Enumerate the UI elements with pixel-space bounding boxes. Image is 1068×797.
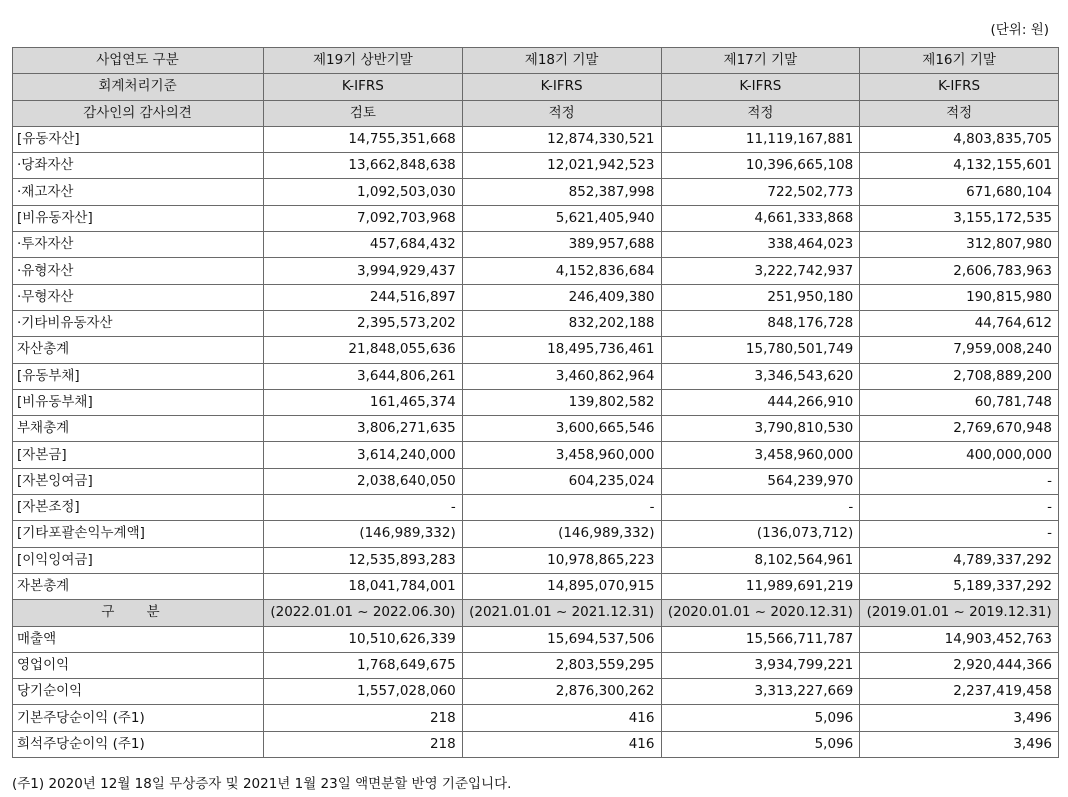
table-cell: 400,000,000 bbox=[860, 442, 1059, 468]
table-cell: - bbox=[462, 495, 661, 521]
table-row bbox=[13, 547, 1059, 573]
table-cell: 4,803,835,705 bbox=[860, 126, 1059, 152]
table-cell: 4,789,337,292 bbox=[860, 547, 1059, 573]
table-row bbox=[13, 416, 1059, 442]
table-cell: 14,755,351,668 bbox=[264, 126, 463, 152]
table-cell: - bbox=[860, 495, 1059, 521]
table-cell: 3,614,240,000 bbox=[264, 442, 463, 468]
table-row bbox=[13, 284, 1059, 310]
table-cell: 7,092,703,968 bbox=[264, 205, 463, 231]
table-cell: 14,903,452,763 bbox=[860, 626, 1059, 652]
table-row bbox=[13, 258, 1059, 284]
row-label: 자본총계 bbox=[13, 573, 264, 599]
table-cell: (2021.01.01 ~ 2021.12.31) bbox=[462, 600, 661, 626]
table-cell: 11,989,691,219 bbox=[661, 573, 860, 599]
table-cell: 15,566,711,787 bbox=[661, 626, 860, 652]
row-label: [자본조정] bbox=[13, 495, 264, 521]
table-cell: 10,978,865,223 bbox=[462, 547, 661, 573]
table-row bbox=[13, 232, 1059, 258]
table-cell: 8,102,564,961 bbox=[661, 547, 860, 573]
table-cell: 18,495,736,461 bbox=[462, 337, 661, 363]
table-cell: 3,806,271,635 bbox=[264, 416, 463, 442]
table-cell: 3,346,543,620 bbox=[661, 363, 860, 389]
table-cell: 389,957,688 bbox=[462, 232, 661, 258]
table-cell: K-IFRS bbox=[462, 74, 661, 100]
table-cell: 21,848,055,636 bbox=[264, 337, 463, 363]
table-cell: 3,934,799,221 bbox=[661, 652, 860, 678]
table-cell: 3,496 bbox=[860, 705, 1059, 731]
table-cell: 제17기 기말 bbox=[661, 48, 860, 74]
table-cell: 251,950,180 bbox=[661, 284, 860, 310]
table-cell: 444,266,910 bbox=[661, 389, 860, 415]
table-row bbox=[13, 495, 1059, 521]
table-cell: 3,155,172,535 bbox=[860, 205, 1059, 231]
row-label: [이익잉여금] bbox=[13, 547, 264, 573]
table-cell: 139,802,582 bbox=[462, 389, 661, 415]
header-row bbox=[13, 74, 1059, 100]
table-row bbox=[13, 521, 1059, 547]
table-cell: 3,600,665,546 bbox=[462, 416, 661, 442]
table-cell: 604,235,024 bbox=[462, 468, 661, 494]
row-label: 기본주당순이익 (주1) bbox=[13, 705, 264, 731]
table-row bbox=[13, 626, 1059, 652]
table-cell: 3,496 bbox=[860, 731, 1059, 757]
table-cell: K-IFRS bbox=[264, 74, 463, 100]
table-cell: 12,535,893,283 bbox=[264, 547, 463, 573]
row-label: 사업연도 구분 bbox=[13, 48, 264, 74]
table-cell: 1,092,503,030 bbox=[264, 179, 463, 205]
table-cell: (2019.01.01 ~ 2019.12.31) bbox=[860, 600, 1059, 626]
table-cell: 3,313,227,669 bbox=[661, 679, 860, 705]
table-cell: 4,132,155,601 bbox=[860, 153, 1059, 179]
table-cell: 218 bbox=[264, 705, 463, 731]
table-cell: 44,764,612 bbox=[860, 310, 1059, 336]
table-cell: (2022.01.01 ~ 2022.06.30) bbox=[264, 600, 463, 626]
table-cell: 671,680,104 bbox=[860, 179, 1059, 205]
table-row bbox=[13, 468, 1059, 494]
table-row bbox=[13, 363, 1059, 389]
table-cell: 2,395,573,202 bbox=[264, 310, 463, 336]
table-cell: 416 bbox=[462, 731, 661, 757]
table-row bbox=[13, 679, 1059, 705]
table-cell: 3,994,929,437 bbox=[264, 258, 463, 284]
table-row bbox=[13, 442, 1059, 468]
row-label: ·무형자산 bbox=[13, 284, 264, 310]
table-cell: 5,621,405,940 bbox=[462, 205, 661, 231]
table-cell: 18,041,784,001 bbox=[264, 573, 463, 599]
table-cell: 5,096 bbox=[661, 731, 860, 757]
row-label: 부채총계 bbox=[13, 416, 264, 442]
table-cell: 14,895,070,915 bbox=[462, 573, 661, 599]
row-label: ·투자자산 bbox=[13, 232, 264, 258]
row-label: 희석주당순이익 (주1) bbox=[13, 731, 264, 757]
table-cell: 11,119,167,881 bbox=[661, 126, 860, 152]
table-cell: 5,096 bbox=[661, 705, 860, 731]
table-row bbox=[13, 179, 1059, 205]
footnote: (주1) 2020년 12월 18일 무상증자 및 2021년 1월 23일 액면분할 반영 기준입니다. bbox=[12, 776, 512, 792]
row-label: ·당좌자산 bbox=[13, 153, 264, 179]
table-cell: 제19기 상반기말 bbox=[264, 48, 463, 74]
financial-summary-table bbox=[12, 47, 1059, 758]
table-cell: - bbox=[264, 495, 463, 521]
table-row bbox=[13, 126, 1059, 152]
unit-label: (단위: 원) bbox=[990, 22, 1049, 38]
table-cell: (146,989,332) bbox=[264, 521, 463, 547]
row-label: ·유형자산 bbox=[13, 258, 264, 284]
table-row bbox=[13, 310, 1059, 336]
table-cell: 1,557,028,060 bbox=[264, 679, 463, 705]
table-cell: 7,959,008,240 bbox=[860, 337, 1059, 363]
table-cell: 15,694,537,506 bbox=[462, 626, 661, 652]
table-cell: 4,152,836,684 bbox=[462, 258, 661, 284]
table-cell: K-IFRS bbox=[860, 74, 1059, 100]
row-label: [비유동자산] bbox=[13, 205, 264, 231]
table-cell: (146,989,332) bbox=[462, 521, 661, 547]
table-cell: 2,708,889,200 bbox=[860, 363, 1059, 389]
table-row bbox=[13, 652, 1059, 678]
table-cell: 848,176,728 bbox=[661, 310, 860, 336]
table-cell: 제16기 기말 bbox=[860, 48, 1059, 74]
row-label: 구 분 bbox=[13, 600, 264, 626]
table-row bbox=[13, 389, 1059, 415]
table-cell: (2020.01.01 ~ 2020.12.31) bbox=[661, 600, 860, 626]
table-cell: 1,768,649,675 bbox=[264, 652, 463, 678]
header-row bbox=[13, 100, 1059, 126]
table-row bbox=[13, 205, 1059, 231]
table-cell: 2,876,300,262 bbox=[462, 679, 661, 705]
table-cell: 218 bbox=[264, 731, 463, 757]
table-cell: 2,803,559,295 bbox=[462, 652, 661, 678]
row-label: 당기순이익 bbox=[13, 679, 264, 705]
table-row bbox=[13, 153, 1059, 179]
table-cell: 2,606,783,963 bbox=[860, 258, 1059, 284]
table-cell: 3,458,960,000 bbox=[462, 442, 661, 468]
table-cell: 246,409,380 bbox=[462, 284, 661, 310]
row-label: [유동자산] bbox=[13, 126, 264, 152]
table-row bbox=[13, 337, 1059, 363]
table-cell: 2,769,670,948 bbox=[860, 416, 1059, 442]
table-cell: 3,222,742,937 bbox=[661, 258, 860, 284]
table-cell: 312,807,980 bbox=[860, 232, 1059, 258]
row-label: 회계처리기준 bbox=[13, 74, 264, 100]
row-label: [자본금] bbox=[13, 442, 264, 468]
table-cell: 3,790,810,530 bbox=[661, 416, 860, 442]
row-label: 자산총계 bbox=[13, 337, 264, 363]
table-cell: 3,460,862,964 bbox=[462, 363, 661, 389]
table-cell: - bbox=[860, 468, 1059, 494]
table-cell: 564,239,970 bbox=[661, 468, 860, 494]
table-cell: 3,458,960,000 bbox=[661, 442, 860, 468]
table-cell: 5,189,337,292 bbox=[860, 573, 1059, 599]
table-cell: 852,387,998 bbox=[462, 179, 661, 205]
table-cell: K-IFRS bbox=[661, 74, 860, 100]
table-cell: 2,920,444,366 bbox=[860, 652, 1059, 678]
table-cell: 2,237,419,458 bbox=[860, 679, 1059, 705]
table-cell: 적정 bbox=[661, 100, 860, 126]
table-cell: 10,510,626,339 bbox=[264, 626, 463, 652]
table-cell: 적정 bbox=[462, 100, 661, 126]
table-cell: 244,516,897 bbox=[264, 284, 463, 310]
table-cell: 457,684,432 bbox=[264, 232, 463, 258]
table-cell: (136,073,712) bbox=[661, 521, 860, 547]
row-label: 감사인의 감사의견 bbox=[13, 100, 264, 126]
table-row bbox=[13, 705, 1059, 731]
table-cell: 15,780,501,749 bbox=[661, 337, 860, 363]
table-cell: 2,038,640,050 bbox=[264, 468, 463, 494]
table-cell: 338,464,023 bbox=[661, 232, 860, 258]
row-label: [유동부채] bbox=[13, 363, 264, 389]
table-cell: 190,815,980 bbox=[860, 284, 1059, 310]
row-label: ·기타비유동자산 bbox=[13, 310, 264, 336]
table-cell: 722,502,773 bbox=[661, 179, 860, 205]
table-cell: 416 bbox=[462, 705, 661, 731]
table-cell: 832,202,188 bbox=[462, 310, 661, 336]
row-label: ·재고자산 bbox=[13, 179, 264, 205]
row-label: 매출액 bbox=[13, 626, 264, 652]
table-cell: 13,662,848,638 bbox=[264, 153, 463, 179]
table-cell: 검토 bbox=[264, 100, 463, 126]
table-cell: - bbox=[661, 495, 860, 521]
table-cell: - bbox=[860, 521, 1059, 547]
table-cell: 60,781,748 bbox=[860, 389, 1059, 415]
row-label: 영업이익 bbox=[13, 652, 264, 678]
period-header-row bbox=[13, 600, 1059, 626]
table-cell: 12,021,942,523 bbox=[462, 153, 661, 179]
table-cell: 제18기 기말 bbox=[462, 48, 661, 74]
row-label: [비유동부채] bbox=[13, 389, 264, 415]
table-cell: 4,661,333,868 bbox=[661, 205, 860, 231]
table-cell: 3,644,806,261 bbox=[264, 363, 463, 389]
header-row bbox=[13, 48, 1059, 74]
row-label: [기타포괄손익누계액] bbox=[13, 521, 264, 547]
table-row bbox=[13, 731, 1059, 757]
row-label: [자본잉여금] bbox=[13, 468, 264, 494]
table-cell: 10,396,665,108 bbox=[661, 153, 860, 179]
table-cell: 161,465,374 bbox=[264, 389, 463, 415]
table-cell: 적정 bbox=[860, 100, 1059, 126]
table-cell: 12,874,330,521 bbox=[462, 126, 661, 152]
table-row bbox=[13, 573, 1059, 599]
